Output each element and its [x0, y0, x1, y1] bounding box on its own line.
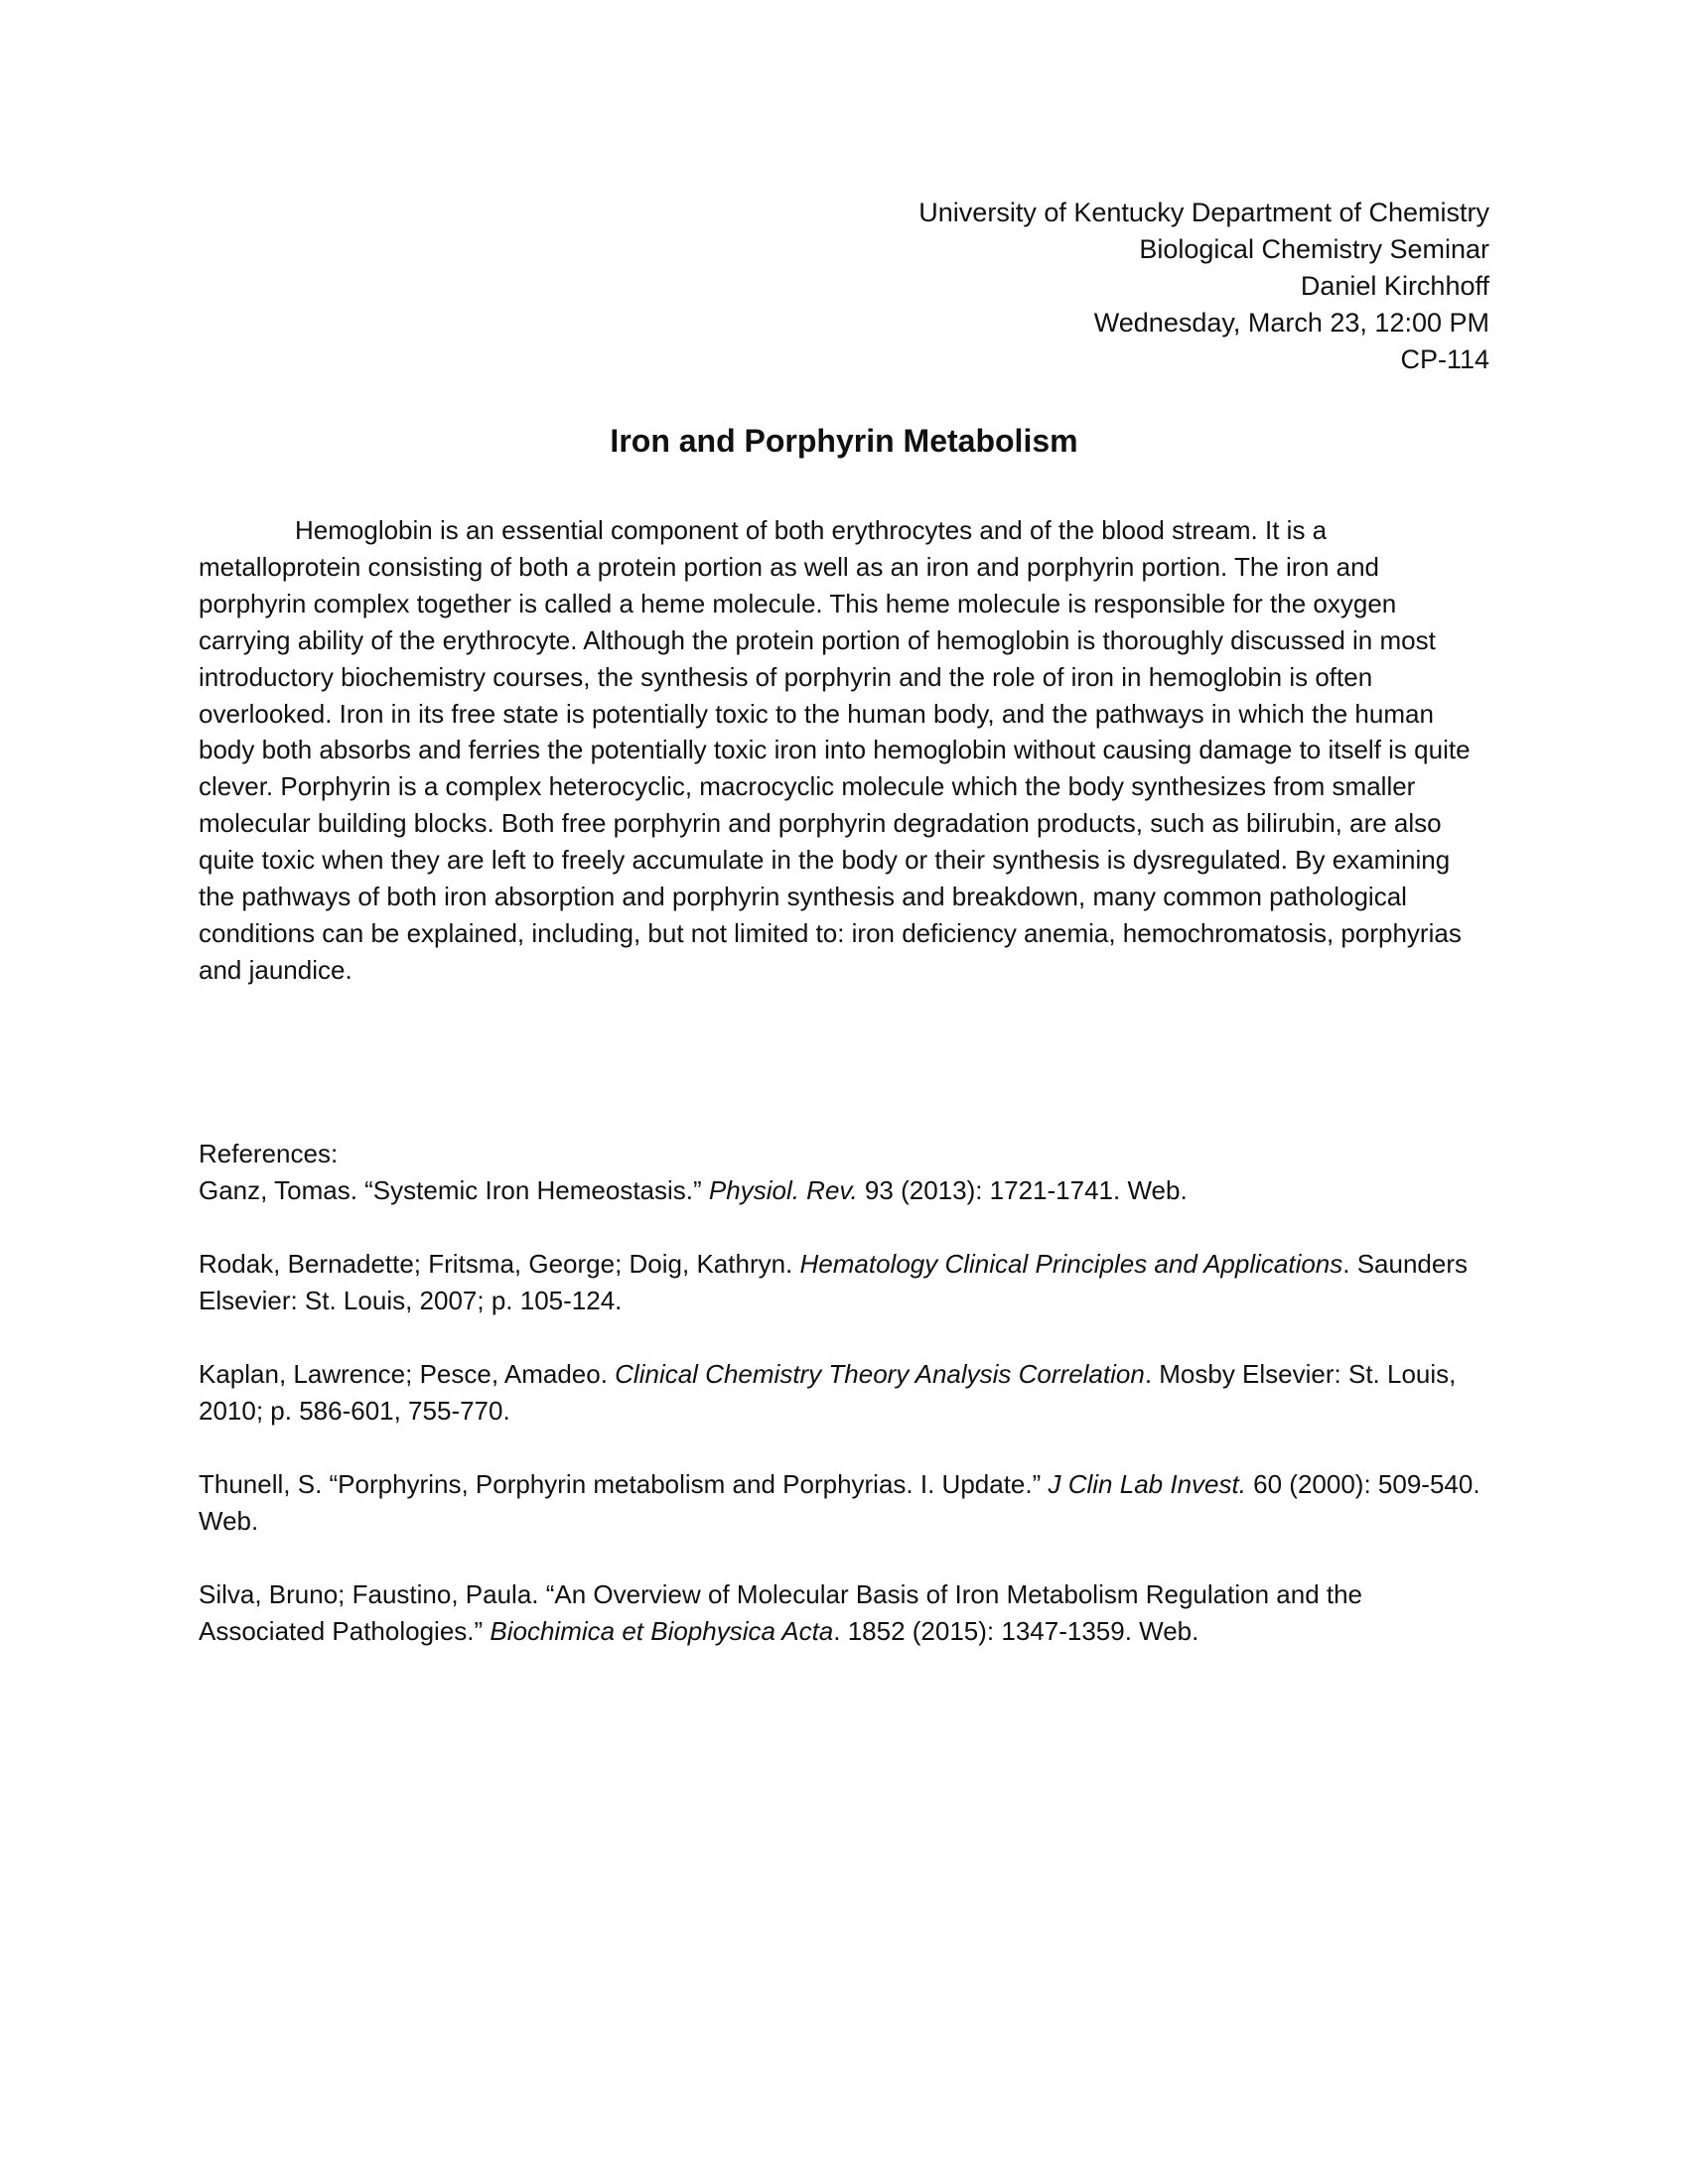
reference-text: 93 (2013): 1721-1741. Web.: [857, 1175, 1188, 1205]
reference-journal: J Clin Lab Invest.: [1048, 1469, 1246, 1499]
reference-text: . 1852 (2015): 1347-1359. Web.: [833, 1616, 1199, 1646]
seminar-header: [596, 195, 1489, 378]
reference-text: Rodak, Bernadette; Fritsma, George; Doig, Kathryn.: [199, 1249, 800, 1279]
reference-text: Silva, Bruno; Faustino, Paula. “An Overview of Molecular Basis of Iron Metabolism Regulation and the Associated Pathologies.”: [199, 1579, 1363, 1646]
reference-item: [199, 1172, 1489, 1209]
reference-journal: Biochimica et Biophysica Acta: [490, 1616, 834, 1646]
speaker-line: Daniel Kirchhoff: [1300, 271, 1489, 301]
reference-text: . Saunders Elsevier: St. Louis, 2007; p. 105-124.: [199, 1249, 1469, 1315]
references-heading: References:: [199, 1139, 339, 1168]
reference-text: . Mosby Elsevier: St. Louis, 2010; p. 586-601, 755-770.: [199, 1359, 1457, 1426]
reference-item: [199, 1576, 1489, 1650]
reference-item: [199, 1246, 1489, 1319]
reference-item: [199, 1356, 1489, 1430]
reference-journal: Clinical Chemistry Theory Analysis Correlation: [615, 1359, 1145, 1389]
reference-text: Thunell, S. “Porphyrins, Porphyrin metabolism and Porphyrias. I. Update.”: [199, 1469, 1049, 1499]
references-section: [199, 1136, 1489, 1687]
abstract-paragraph: Hemoglobin is an essential component of both erythrocytes and of the blood stream. It is a metalloprotein consisting of both a protein portion as well as an iron and porphyrin portion. The iron and porphyrin complex together is called a heme molecule. This heme molecule is responsible for the oxygen carrying ability of the erythrocyte. Although the protein portion of hemoglobin is thoroughly discussed in most introductory biochemistry courses, the synthesis of porphyrin and the role of iron in hemoglobin is often overlooked. Iron in its free state is potentially toxic to the human body, and the pathways in which the human body both absorbs and ferries the potentially toxic iron into hemoglobin without causing damage to itself is quite clever. Porphyrin is a complex heterocyclic, macrocyclic molecule which the body synthesizes from smaller molecular building blocks. Both free porphyrin and porphyrin degradation products, such as bilirubin, are also quite toxic when they are left to freely accumulate in the body or their synthesis is dysregulated. By examining the pathways of both iron absorption and porphyrin synthesis and breakdown, many common pathological conditions can be explained, including, but not limited to: iron deficiency anemia, hemochromatosis, porphyrias and jaundice.: [199, 515, 1471, 985]
seminar-line: Biological Chemistry Seminar: [1139, 234, 1489, 264]
department-line: University of Kentucky Department of Chemistry: [918, 198, 1489, 227]
reference-text: Kaplan, Lawrence; Pesce, Amadeo.: [199, 1359, 616, 1389]
reference-journal: Hematology Clinical Principles and Applications: [799, 1249, 1343, 1279]
reference-text: 60 (2000): 509-540. Web.: [199, 1469, 1480, 1536]
datetime-line: Wednesday, March 23, 12:00 PM: [1093, 308, 1489, 338]
document-title: Iron and Porphyrin Metabolism: [610, 423, 1078, 459]
room-line: CP-114: [1400, 344, 1489, 374]
reference-item: [199, 1466, 1489, 1540]
reference-journal: Physiol. Rev.: [708, 1175, 858, 1205]
reference-text: Ganz, Tomas. “Systemic Iron Hemeostasis.”: [199, 1175, 709, 1205]
